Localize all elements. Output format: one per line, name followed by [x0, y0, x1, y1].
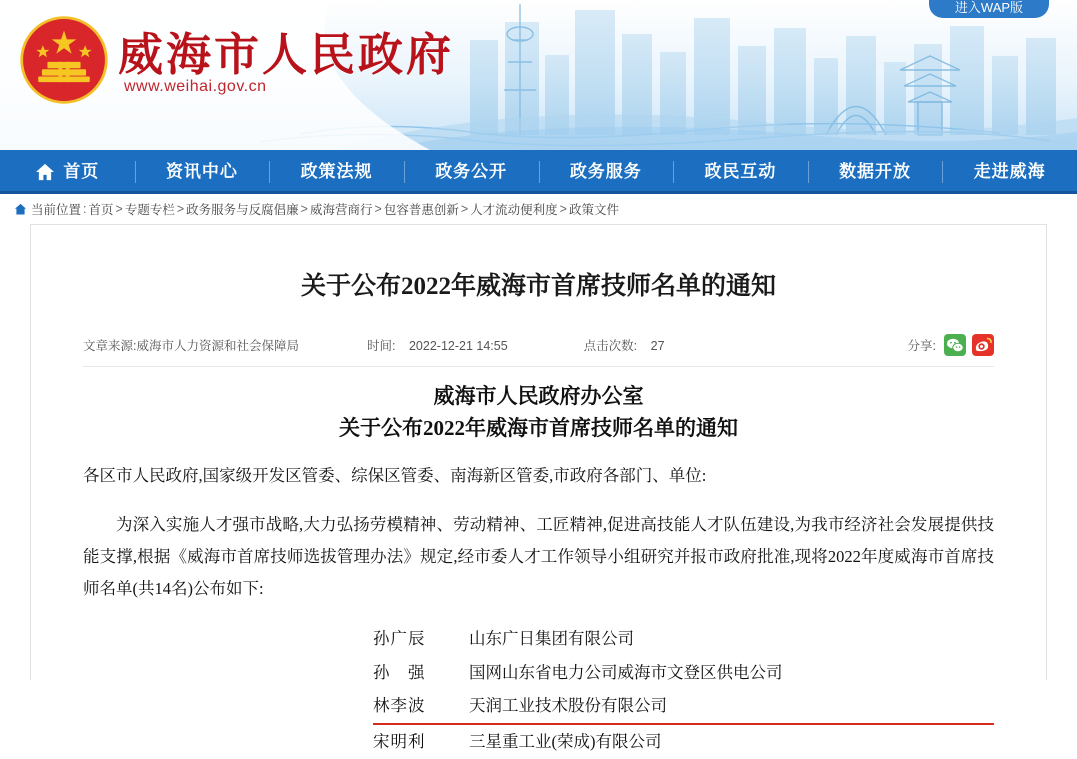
document-heading-line1: 威海市人民政府办公室	[433, 384, 644, 408]
breadcrumb-sep-5: >	[559, 202, 567, 216]
nav-item-openness[interactable]: 政务公开	[404, 150, 539, 194]
article-card	[30, 224, 1047, 752]
meta-source-label: 文章来源:	[83, 339, 137, 353]
recipient-name: 孙 强	[373, 662, 426, 682]
share-group	[908, 334, 994, 356]
meta-time	[367, 336, 508, 354]
recipient-org: 三星重工业(荣成)有限公司	[469, 732, 662, 752]
recipient-org: 天润工业技术股份有限公司	[469, 689, 994, 725]
recipient-org: 国网山东省电力公司威海市文登区供电公司	[469, 662, 783, 682]
recipient-name: 宋明利	[373, 732, 426, 752]
wechat-share-icon[interactable]	[944, 334, 966, 356]
article-paragraph-0: 各区市人民政府,国家级开发区管委、综保区管委、南海新区管委,市政府各部门、单位:	[83, 466, 707, 485]
site-title: 威海市人民政府	[118, 30, 455, 80]
breadcrumb	[0, 194, 1077, 224]
breadcrumb-sep-2: >	[300, 202, 308, 216]
meta-source-value: 威海市人力资源和社会保障局	[136, 339, 299, 353]
breadcrumb-sep-0: >	[115, 202, 123, 216]
document-heading	[83, 381, 994, 444]
wap-version-tab[interactable]: 进入WAP版	[929, 0, 1049, 18]
page-title: 关于公布2022年威海市首席技师名单的通知	[300, 273, 776, 300]
nav-item-home-label: 首页	[63, 162, 100, 181]
location-icon	[14, 203, 27, 216]
list-item-highlighted	[83, 689, 994, 725]
weibo-share-icon[interactable]	[972, 334, 994, 356]
site-url: www.weihai.gov.cn	[124, 78, 267, 95]
nav-item-about[interactable]: 走进威海	[942, 150, 1077, 194]
breadcrumb-prefix: 当前位置	[31, 203, 82, 217]
breadcrumb-item-3[interactable]: 威海营商行	[309, 203, 373, 217]
list-item	[83, 725, 994, 759]
recipient-list	[83, 622, 994, 759]
national-emblem-icon	[18, 14, 110, 106]
list-item	[83, 656, 994, 690]
list-item	[83, 622, 994, 656]
meta-time-label: 时间:	[367, 339, 396, 353]
document-heading-line2: 关于公布2022年威海市首席技师名单的通知	[339, 415, 738, 440]
breadcrumb-sep-4: >	[460, 202, 469, 216]
breadcrumb-sep-1: >	[176, 202, 185, 216]
breadcrumb-colon: :	[83, 202, 87, 216]
breadcrumb-sep-3: >	[374, 202, 382, 216]
breadcrumb-item-4[interactable]: 包容普惠创新	[383, 203, 459, 217]
share-label: 分享:	[907, 339, 936, 353]
main-navigation	[0, 150, 1077, 194]
breadcrumb-item-5[interactable]: 人才流动便利度	[470, 203, 558, 217]
home-icon	[35, 163, 55, 181]
breadcrumb-item-0[interactable]: 首页	[88, 203, 114, 217]
breadcrumb-item-1[interactable]: 专题专栏	[124, 203, 175, 217]
recipient-name: 孙广辰	[373, 628, 426, 648]
nav-item-interaction[interactable]: 政民互动	[673, 150, 808, 194]
recipient-org: 山东广日集团有限公司	[469, 628, 634, 648]
breadcrumb-item-2[interactable]: 政务服务与反腐倡廉	[186, 203, 299, 217]
nav-item-services[interactable]: 政务服务	[539, 150, 674, 194]
site-banner	[0, 0, 1077, 150]
meta-hits	[584, 336, 665, 354]
breadcrumb-item-6[interactable]: 政策文件	[568, 203, 619, 217]
nav-item-news[interactable]: 资讯中心	[135, 150, 270, 194]
meta-hits-label: 点击次数:	[583, 339, 638, 353]
meta-source	[83, 336, 299, 354]
recipient-name: 林李波	[373, 689, 469, 725]
nav-item-policy[interactable]: 政策法规	[269, 150, 404, 194]
meta-time-value: 2022-12-21 14:55	[408, 339, 508, 353]
meta-hits-value: 27	[650, 339, 665, 353]
article-body	[83, 381, 994, 759]
article-paragraph-1: 为深入实施人才强市战略,大力弘扬劳模精神、劳动精神、工匠精神,促进高技能人才队伍建设,为我市经济社会发展提供技能支撑,根据《威海市首席技师选拔管理办法》规定,经市委人才工作领导小组研究并报市政府批准,现将2022年度威海市首席技师名单(共14名)公布如下:	[83, 514, 994, 599]
article-meta	[83, 334, 994, 367]
nav-item-data[interactable]: 数据开放	[808, 150, 943, 194]
nav-item-home[interactable]	[0, 150, 135, 194]
